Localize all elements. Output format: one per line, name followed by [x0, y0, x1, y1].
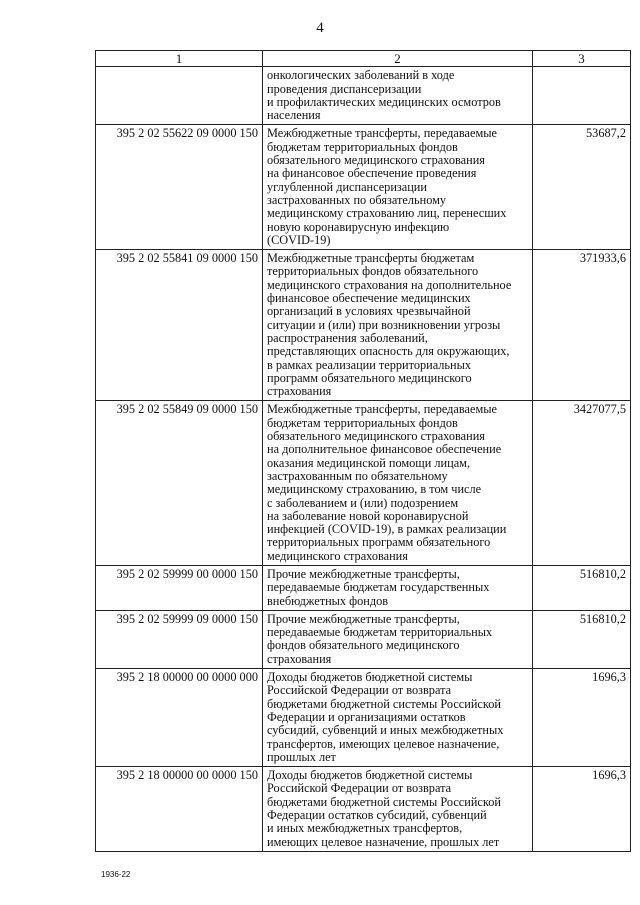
amount: 516810,2 [533, 610, 631, 668]
document-print-code: 1936-22 [101, 870, 131, 879]
classification-code: 395 2 18 00000 00 0000 000 [96, 669, 263, 767]
classification-code: 395 2 02 55841 09 0000 150 [96, 250, 263, 401]
column-header-1: 1 [96, 51, 263, 67]
revenue-description: Прочие межбюджетные трансферты, передаваемые бюджетам государственных внебюджетных фондов [263, 565, 533, 610]
classification-code: 395 2 02 55849 09 0000 150 [96, 401, 263, 566]
table-row [96, 610, 631, 668]
amount: 1696,3 [533, 767, 631, 852]
classification-code: 395 2 02 59999 09 0000 150 [96, 610, 263, 668]
revenue-description: Межбюджетные трансферты, передаваемые бюджетам территориальных фондов обязательного медицинского страхования на дополнительное финансовое обеспечение оказания медицинской помощи лицам, застрахованным по обязательному медицинскому страхованию, в том числе с заболеванием и (или) подозрением на заболевание новой коронавирусной инфекцией (COVID-19), в рамках реализации территориальных программ обязательного медицинского страхования [263, 401, 533, 566]
classification-code: 395 2 02 59999 00 0000 150 [96, 565, 263, 610]
revenue-description: Межбюджетные трансферты бюджетам территориальных фондов обязательного медицинского страхования на дополнительное финансовое обеспечение медицинских организаций в условиях чрезвычайной ситуации и (или) при возникновении угрозы распространения заболеваний, представляющих опасность для окружающих, в рамках реализации территориальных программ обязательного медицинского страхования [263, 250, 533, 401]
revenue-description: Доходы бюджетов бюджетной системы Российской Федерации от возврата бюджетами бюджетной системы Российской Федерации остатков субсидий, субвенций и иных межбюджетных трансфертов, имеющих целевое назначение, прошлых лет [263, 767, 533, 852]
table-row [96, 125, 631, 250]
table-row [96, 565, 631, 610]
column-header-2: 2 [263, 51, 533, 67]
amount: 3427077,5 [533, 401, 631, 566]
table-header-row [96, 51, 631, 67]
revenue-description: онкологических заболеваний в ходе проведения диспансеризации и профилактических медицинских осмотров населения [263, 67, 533, 125]
table-row [96, 401, 631, 566]
amount: 1696,3 [533, 669, 631, 767]
classification-code [96, 67, 263, 125]
classification-code: 395 2 18 00000 00 0000 150 [96, 767, 263, 852]
amount: 53687,2 [533, 125, 631, 250]
amount: 371933,6 [533, 250, 631, 401]
amount [533, 67, 631, 125]
page-number: 4 [316, 20, 324, 36]
column-header-3: 3 [533, 51, 631, 67]
amount: 516810,2 [533, 565, 631, 610]
revenue-description: Прочие межбюджетные трансферты, передаваемые бюджетам территориальных фондов обязательного медицинского страхования [263, 610, 533, 668]
table-row [96, 250, 631, 401]
table-row [96, 67, 631, 125]
table-row [96, 669, 631, 767]
budget-revenue-table [95, 50, 631, 852]
classification-code: 395 2 02 55622 09 0000 150 [96, 125, 263, 250]
revenue-description: Межбюджетные трансферты, передаваемые бюджетам территориальных фондов обязательного медицинского страхования на финансовое обеспечение проведения углубленной диспансеризации застрахованных по обязательному медицинскому страхованию лиц, перенесших новую коронавирусную инфекцию (COVID-19) [263, 125, 533, 250]
revenue-description: Доходы бюджетов бюджетной системы Российской Федерации от возврата бюджетами бюджетной системы Российской Федерации и организациями остатков субсидий, субвенций и иных межбюджетных трансфертов, имеющих целевое назначение, прошлых лет [263, 669, 533, 767]
table-row [96, 767, 631, 852]
